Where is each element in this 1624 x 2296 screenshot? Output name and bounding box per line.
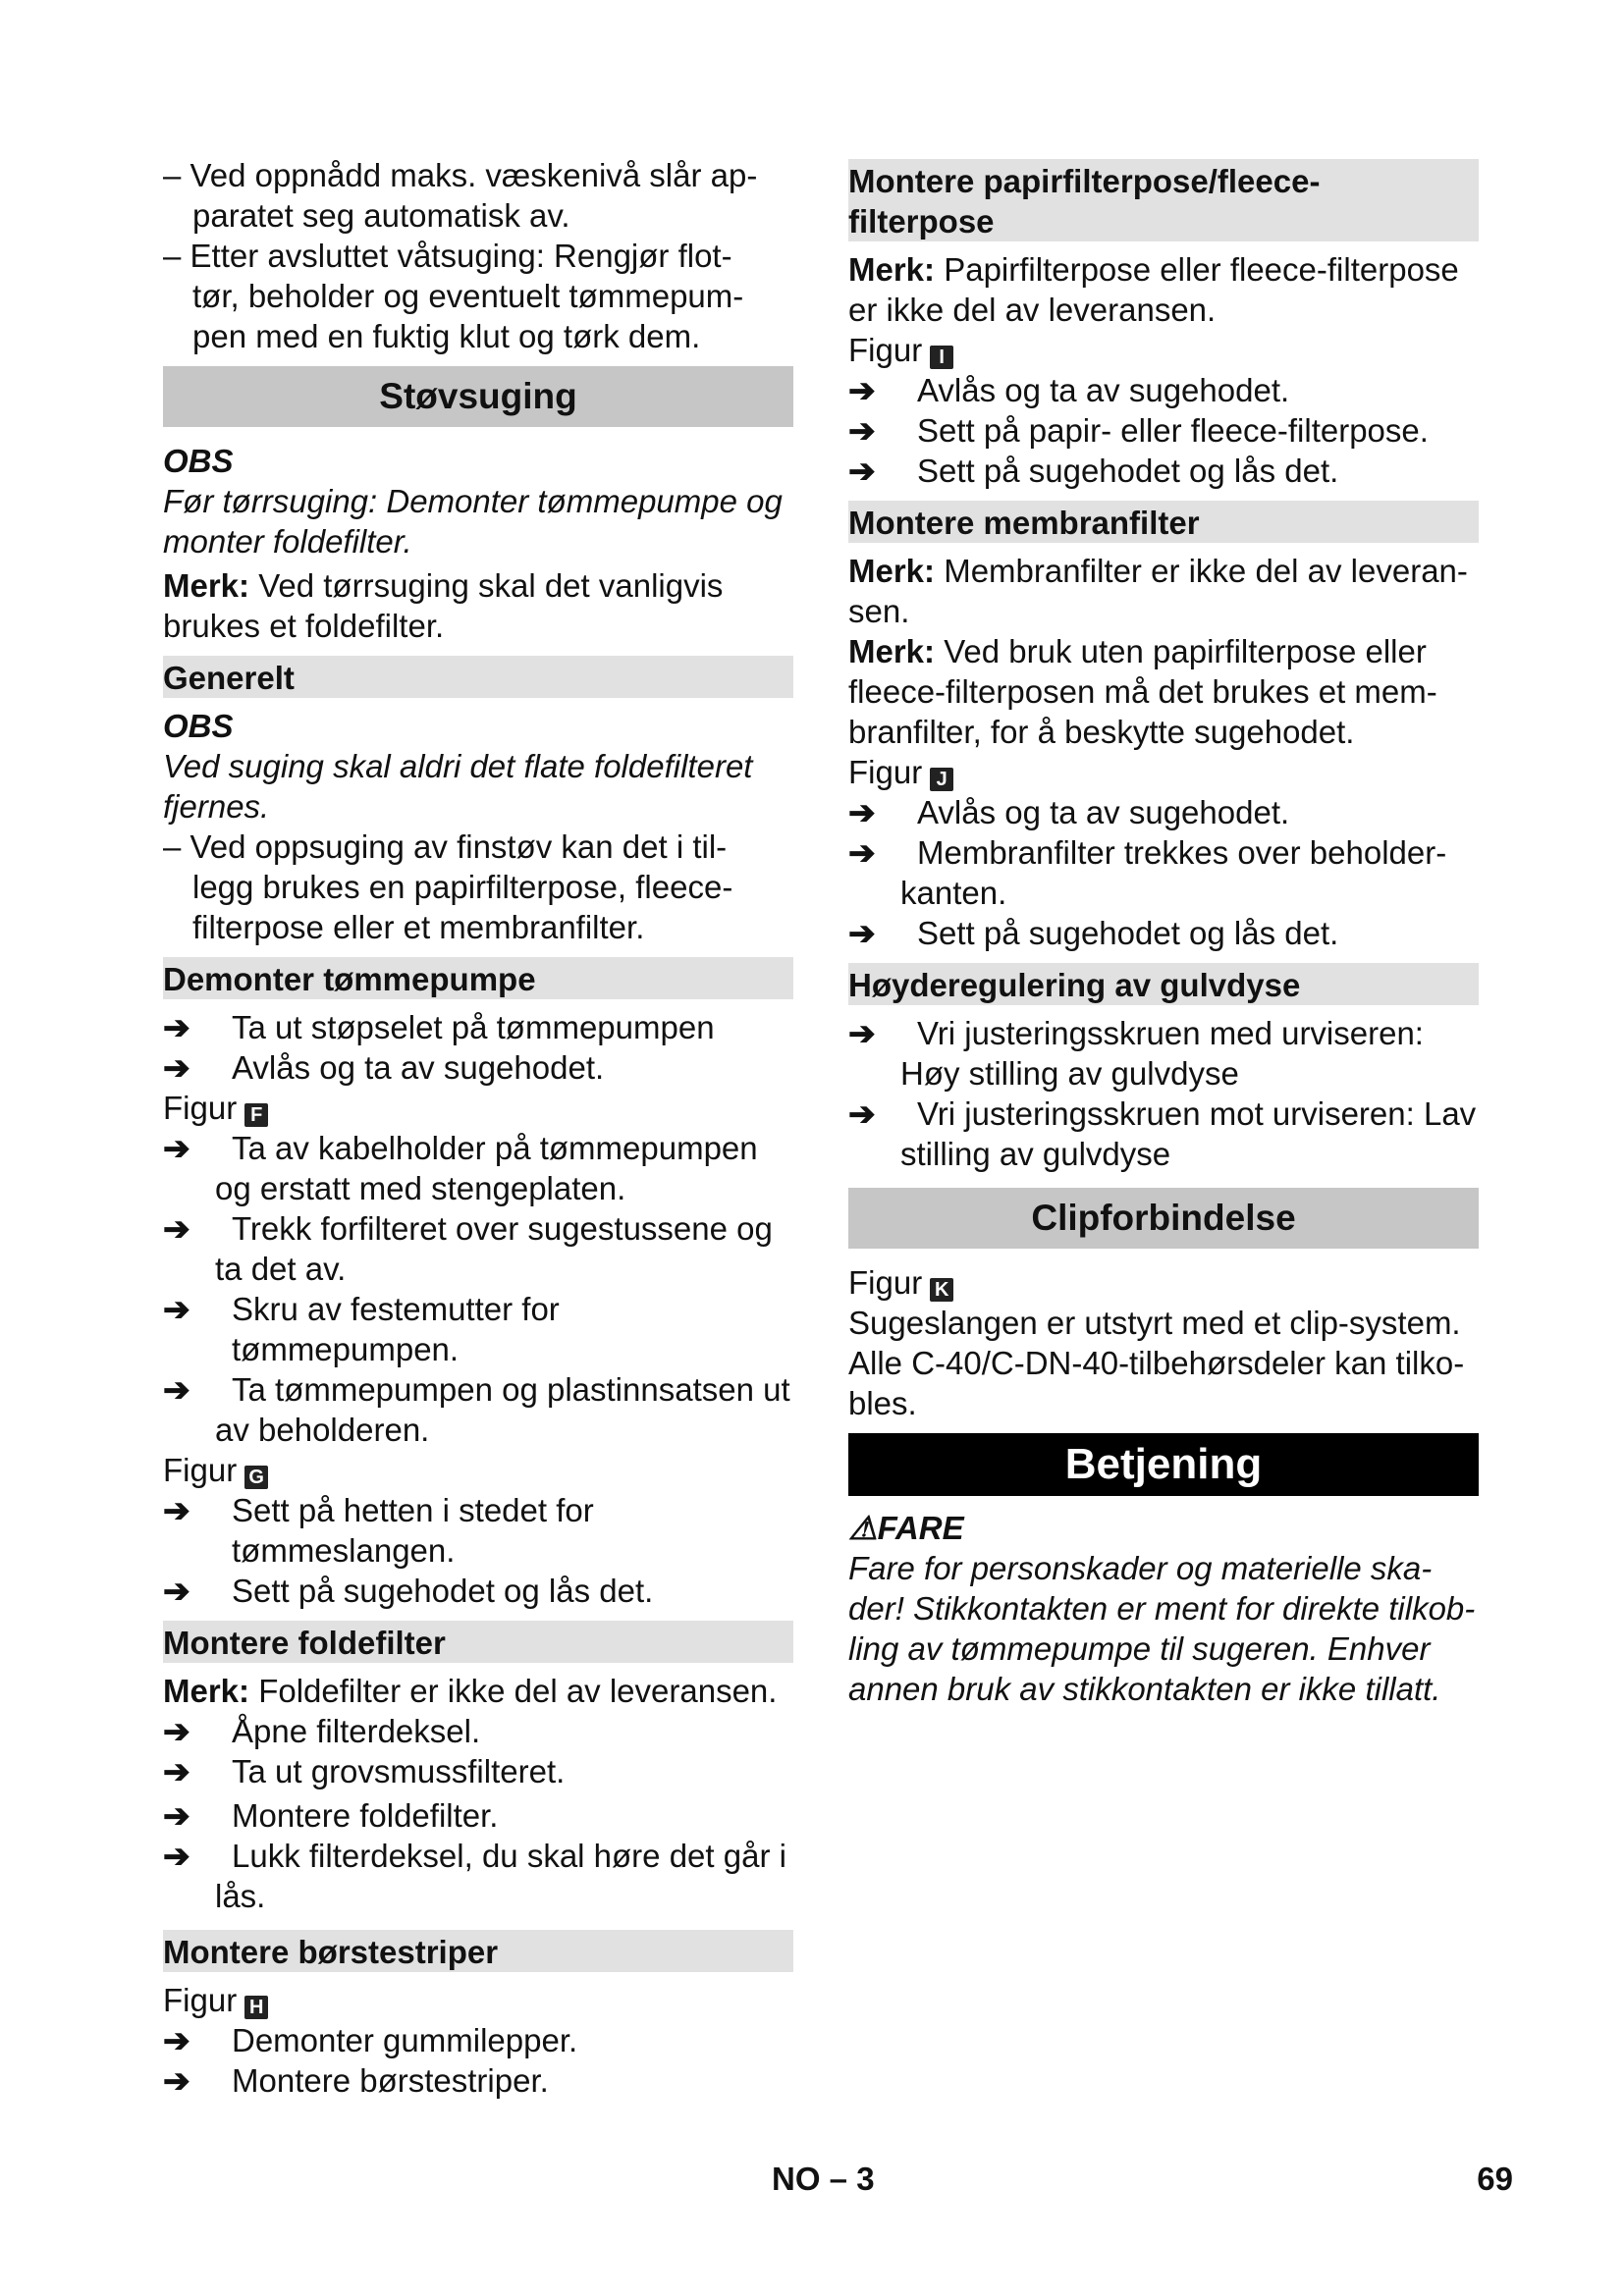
generelt-item: – Ved oppsuging av finstøv kan det i til- legg brukes en papirfilterpose, fleece- filterpose eller et membranfilter. bbox=[163, 828, 733, 945]
subsection-title-demonter: Demonter tømmepumpe bbox=[163, 957, 793, 999]
step-item: ➔ Avlås og ta av sugehodet. bbox=[163, 1049, 605, 1086]
arrow-icon: ➔ bbox=[163, 1210, 190, 1247]
arrow-icon: ➔ bbox=[848, 453, 876, 489]
arrow-icon: ➔ bbox=[163, 1753, 190, 1789]
chapter-title-betjening: Betjening bbox=[848, 1433, 1479, 1496]
arrow-icon: ➔ bbox=[163, 1573, 190, 1609]
arrow-icon: ➔ bbox=[163, 1713, 190, 1749]
step-item: ➔ Vri justeringsskruen med urviseren: Høy stilling av gulvdyse bbox=[848, 1015, 1424, 1092]
figure-ref: Figur J bbox=[848, 752, 1479, 792]
subsection-title-borstestriper: Montere børstestriper bbox=[163, 1930, 793, 1972]
subsection-title-papirfilterpose: Montere papirfilterpose/fleece- filterpose bbox=[848, 159, 1479, 241]
step-item: ➔ Sett på papir- eller fleece-filterpose. bbox=[848, 412, 1429, 449]
arrow-icon: ➔ bbox=[163, 1009, 190, 1045]
section-title-clipforbindelse: Clipforbindelse bbox=[848, 1188, 1479, 1249]
clip-text: Sugeslangen er utstyrt med et clip-system. Alle C-40/C-DN-40-tilbehørsdeler kan tilko- bles. bbox=[848, 1305, 1465, 1421]
arrow-icon: ➔ bbox=[848, 1015, 876, 1051]
step-item: ➔ Vri justeringsskruen mot urviseren: Lav stilling av gulvdyse bbox=[848, 1095, 1477, 1172]
step-item: ➔ Montere børstestriper. bbox=[163, 2062, 549, 2099]
arrow-icon: ➔ bbox=[163, 1838, 190, 1874]
figure-letter-icon: I bbox=[930, 346, 953, 369]
section-title-stovsuging: Støvsuging bbox=[163, 366, 793, 427]
arrow-icon: ➔ bbox=[163, 1492, 190, 1528]
step-item: ➔ Trekk forfilteret over sugestussene og ta det av. bbox=[163, 1210, 773, 1287]
step-item: ➔ Membranfilter trekkes over beholder- kanten. bbox=[848, 834, 1447, 911]
intro-item-1: – Ved oppnådd maks. væskenivå slår ap- paratet seg automatisk av. bbox=[163, 157, 758, 234]
subsection-title-foldefilter: Montere foldefilter bbox=[163, 1621, 793, 1663]
figure-letter-icon: G bbox=[244, 1466, 268, 1489]
arrow-icon: ➔ bbox=[848, 372, 876, 408]
note: Merk: Foldefilter er ikke del av leveransen. bbox=[163, 1673, 778, 1709]
note: Merk: Papirfilterpose eller fleece-filterpose er ikke del av leveransen. bbox=[848, 251, 1459, 328]
arrow-icon: ➔ bbox=[848, 834, 876, 871]
page-number: 69 bbox=[1477, 2161, 1513, 2197]
arrow-icon: ➔ bbox=[848, 412, 876, 449]
arrow-icon: ➔ bbox=[163, 1291, 190, 1327]
step-item: ➔ Sett på sugehodet og lås det. bbox=[848, 915, 1339, 951]
warning-label: ⚠FARE bbox=[848, 1510, 964, 1546]
figure-letter-icon: K bbox=[930, 1278, 953, 1302]
subsection-title-generelt: Generelt bbox=[163, 656, 793, 698]
figure-ref: Figur I bbox=[848, 330, 1479, 370]
arrow-icon: ➔ bbox=[163, 1130, 190, 1166]
note: Merk: Ved bruk uten papirfilterpose eller fleece-filterposen må det brukes et mem- branfilter, for å beskytte sugehodet. bbox=[848, 633, 1437, 750]
arrow-icon: ➔ bbox=[163, 1371, 190, 1408]
arrow-icon: ➔ bbox=[848, 794, 876, 830]
step-item: ➔ Lukk filterdeksel, du skal høre det går i lås. bbox=[163, 1838, 786, 1914]
note: Merk: Membranfilter er ikke del av leveran- sen. bbox=[848, 553, 1468, 629]
step-item: ➔ Avlås og ta av sugehodet. bbox=[848, 372, 1290, 408]
arrow-icon: ➔ bbox=[848, 915, 876, 951]
arrow-icon: ➔ bbox=[848, 1095, 876, 1132]
step-item: ➔ Sett på sugehodet og lås det. bbox=[163, 1573, 654, 1609]
step-item: ➔ Sett på hetten i stedet for tømmeslangen. bbox=[163, 1492, 594, 1569]
arrow-icon: ➔ bbox=[163, 2062, 190, 2099]
figure-ref: Figur G bbox=[163, 1450, 793, 1490]
step-item: ➔ Ta tømmepumpen og plastinnsatsen ut av beholderen. bbox=[163, 1371, 790, 1448]
subsection-title-membranfilter: Montere membranfilter bbox=[848, 501, 1479, 543]
step-item: ➔ Ta ut grovsmussfilteret. bbox=[163, 1753, 566, 1789]
step-item: ➔ Åpne filterdeksel. bbox=[163, 1713, 481, 1749]
step-item: ➔ Ta av kabelholder på tømmepumpen og erstatt med stengeplaten. bbox=[163, 1130, 758, 1206]
step-item: ➔ Sett på sugehodet og lås det. bbox=[848, 453, 1339, 489]
footer-section: NO – 3 bbox=[772, 2161, 875, 2197]
step-item: ➔ Skru av festemutter for tømmepumpen. bbox=[163, 1291, 560, 1367]
figure-ref: Figur F bbox=[163, 1088, 793, 1128]
subsection-title-hoyderegulering: Høyderegulering av gulvdyse bbox=[848, 963, 1479, 1005]
figure-letter-icon: H bbox=[244, 1996, 268, 2019]
note: Merk: Ved tørrsuging skal det vanligvis brukes et foldefilter. bbox=[163, 567, 724, 644]
arrow-icon: ➔ bbox=[163, 1797, 190, 1834]
intro-item-2: – Etter avsluttet våtsuging: Rengjør flot- tør, beholder og eventuelt tømmepum- pen med en fuktig klut og tørk dem. bbox=[163, 238, 744, 354]
arrow-icon: ➔ bbox=[163, 1049, 190, 1086]
step-item: ➔ Avlås og ta av sugehodet. bbox=[848, 794, 1290, 830]
step-item: ➔ Demonter gummilepper. bbox=[163, 2022, 578, 2058]
figure-ref: Figur K bbox=[848, 1262, 1479, 1303]
figure-letter-icon: F bbox=[244, 1103, 268, 1127]
step-item: ➔ Montere foldefilter. bbox=[163, 1797, 499, 1834]
obs-text: Før tørrsuging: Demonter tømmepumpe og monter foldefilter. bbox=[163, 483, 783, 560]
figure-ref: Figur H bbox=[163, 1980, 793, 2020]
left-column bbox=[163, 155, 793, 2101]
right-column bbox=[848, 159, 1479, 1709]
obs-label: OBS bbox=[163, 443, 234, 479]
arrow-icon: ➔ bbox=[163, 2022, 190, 2058]
figure-letter-icon: J bbox=[930, 768, 953, 791]
step-item: ➔ Ta ut støpselet på tømmepumpen bbox=[163, 1009, 715, 1045]
obs-label: OBS bbox=[163, 708, 234, 744]
obs-text: Ved suging skal aldri det flate foldefilteret fjernes. bbox=[163, 748, 753, 825]
warning-text: Fare for personskader og materielle ska- der! Stikkontakten er ment for direkte tilkob- ling av tømmepumpe til sugeren. Enhver annen bruk av stikkontakten er ikke tillatt. bbox=[848, 1550, 1476, 1707]
